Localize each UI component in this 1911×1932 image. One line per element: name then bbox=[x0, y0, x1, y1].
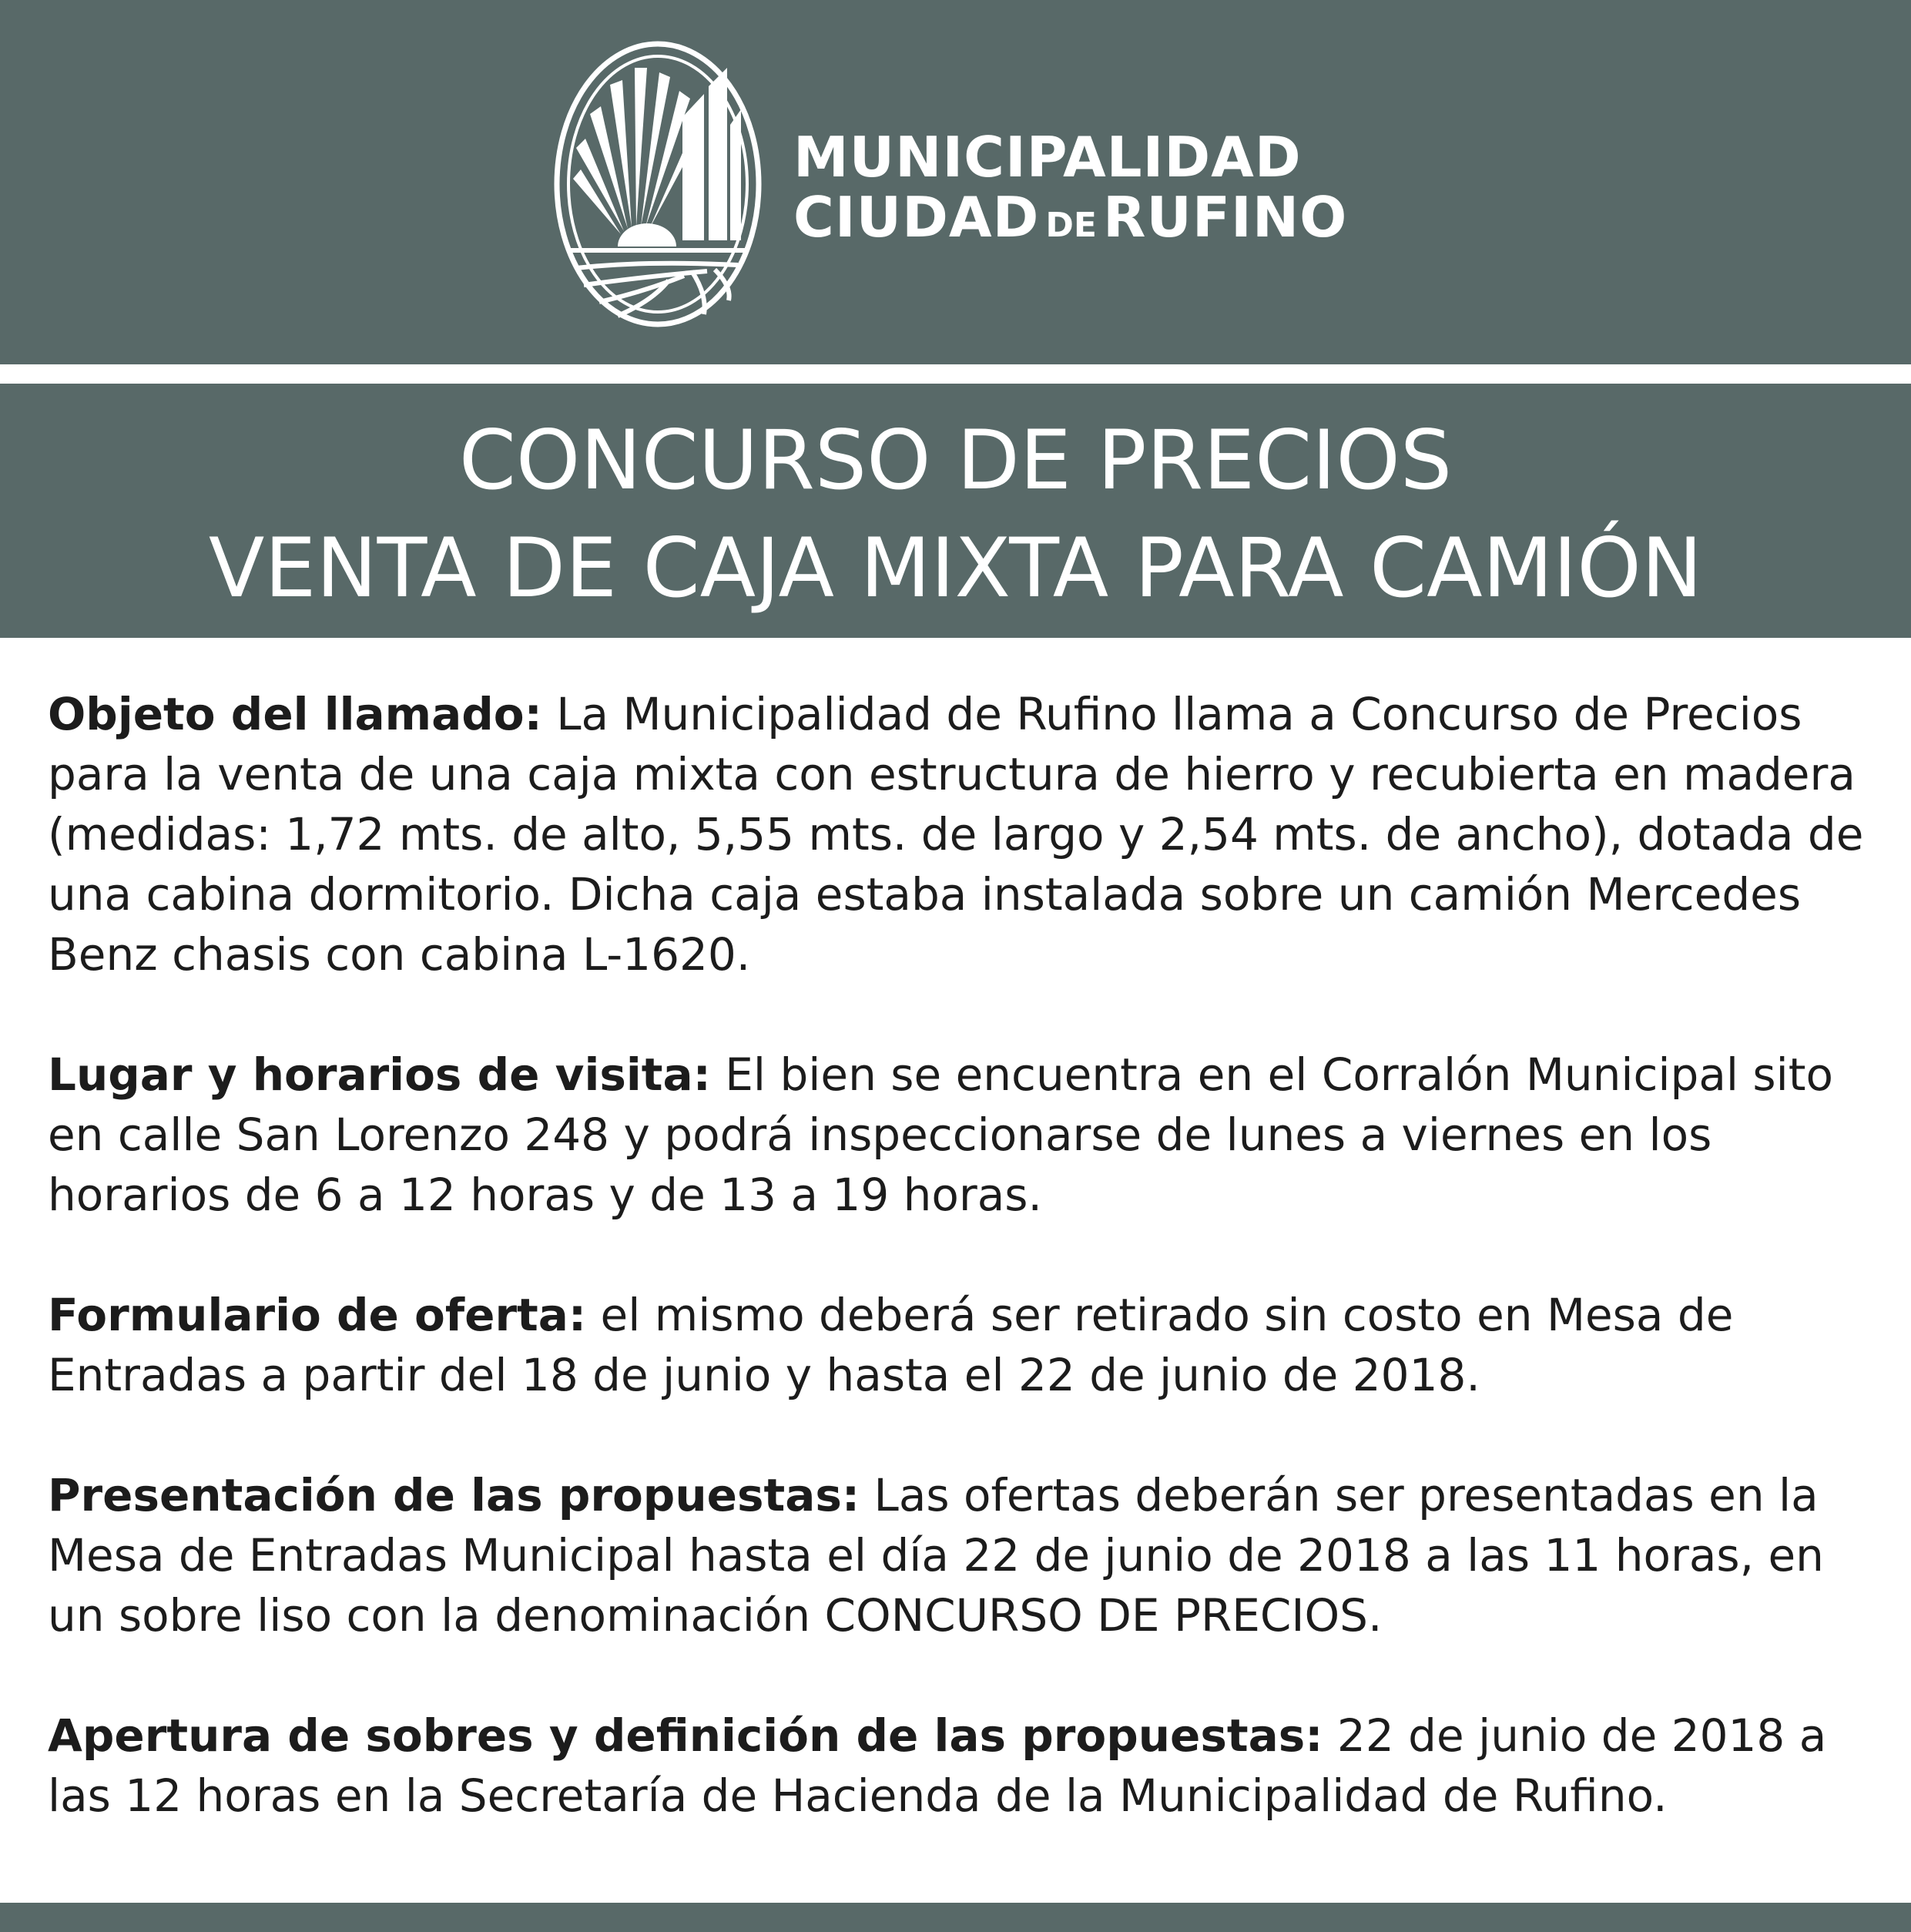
section-objeto bbox=[48, 684, 1881, 984]
logo-wordmark bbox=[793, 125, 1348, 250]
section-text: 22 de junio de 2018 a las 12 horas en la Secretaría de Hacienda de la Municipalidad de Rufino. bbox=[48, 1709, 1827, 1822]
section-formulario bbox=[48, 1285, 1881, 1405]
section-lugar-horarios bbox=[48, 1045, 1881, 1225]
title-line-2: VENTA DE CAJA MIXTA PARA CAMIÓN bbox=[208, 521, 1703, 615]
header-divider bbox=[0, 364, 1911, 384]
section-label: Formulario de oferta: bbox=[48, 1289, 587, 1341]
section-presentacion bbox=[48, 1465, 1881, 1645]
municipal-seal-icon bbox=[553, 40, 763, 328]
notice-body bbox=[48, 684, 1881, 1886]
section-text: el mismo deberá ser retirado sin costo en Mesa de Entradas a partir del 18 de junio y hasta el 22 de junio de 2018. bbox=[48, 1289, 1734, 1401]
section-text: El bien se encuentra en el Corralón Municipal sito en calle San Lorenzo 248 y podrá inspeccionarse de lunes a viernes en los horarios de 6 a 12 horas y de 13 a 19 horas. bbox=[48, 1048, 1833, 1221]
logo-word-ciudad: CIUDAD bbox=[793, 185, 1040, 250]
section-text: La Municipalidad de Rufino llama a Concurso de Precios para la venta de una caja mixta con estructura de hierro y recubierta en madera (medidas: 1,72 mts. de alto, 5,55 mts. de largo y 2,54 mts. de ancho), dotada de una cabina dormitorio. Dicha caja estaba instalada sobre un camión Mercedes Benz chasis con cabina L-1620. bbox=[48, 688, 1864, 981]
section-text: Las ofertas deberán ser presentadas en la Mesa de Entradas Municipal hasta el día 22 de junio de 2018 a las 11 horas, en un sobre liso con la denominación CONCURSO DE PRECIOS. bbox=[48, 1469, 1824, 1642]
section-label: Lugar y horarios de visita: bbox=[48, 1048, 711, 1101]
logo-word-de: DE bbox=[1045, 206, 1097, 245]
footer-band bbox=[0, 1903, 1911, 1932]
section-label: Apertura de sobres y definición de las propuestas: bbox=[48, 1709, 1323, 1762]
logo-line-ciudad bbox=[793, 185, 1348, 250]
title-band bbox=[0, 384, 1911, 638]
section-apertura bbox=[48, 1706, 1881, 1826]
section-label: Objeto del llamado: bbox=[48, 688, 542, 740]
logo-word-rufino: RUFINO bbox=[1102, 185, 1348, 250]
logo-line-municipalidad: MUNICIPALIDAD bbox=[793, 125, 1302, 190]
section-label: Presentación de las propuestas: bbox=[48, 1469, 860, 1521]
header-band bbox=[0, 0, 1911, 364]
title-line-1: CONCURSO DE PRECIOS bbox=[458, 413, 1453, 508]
